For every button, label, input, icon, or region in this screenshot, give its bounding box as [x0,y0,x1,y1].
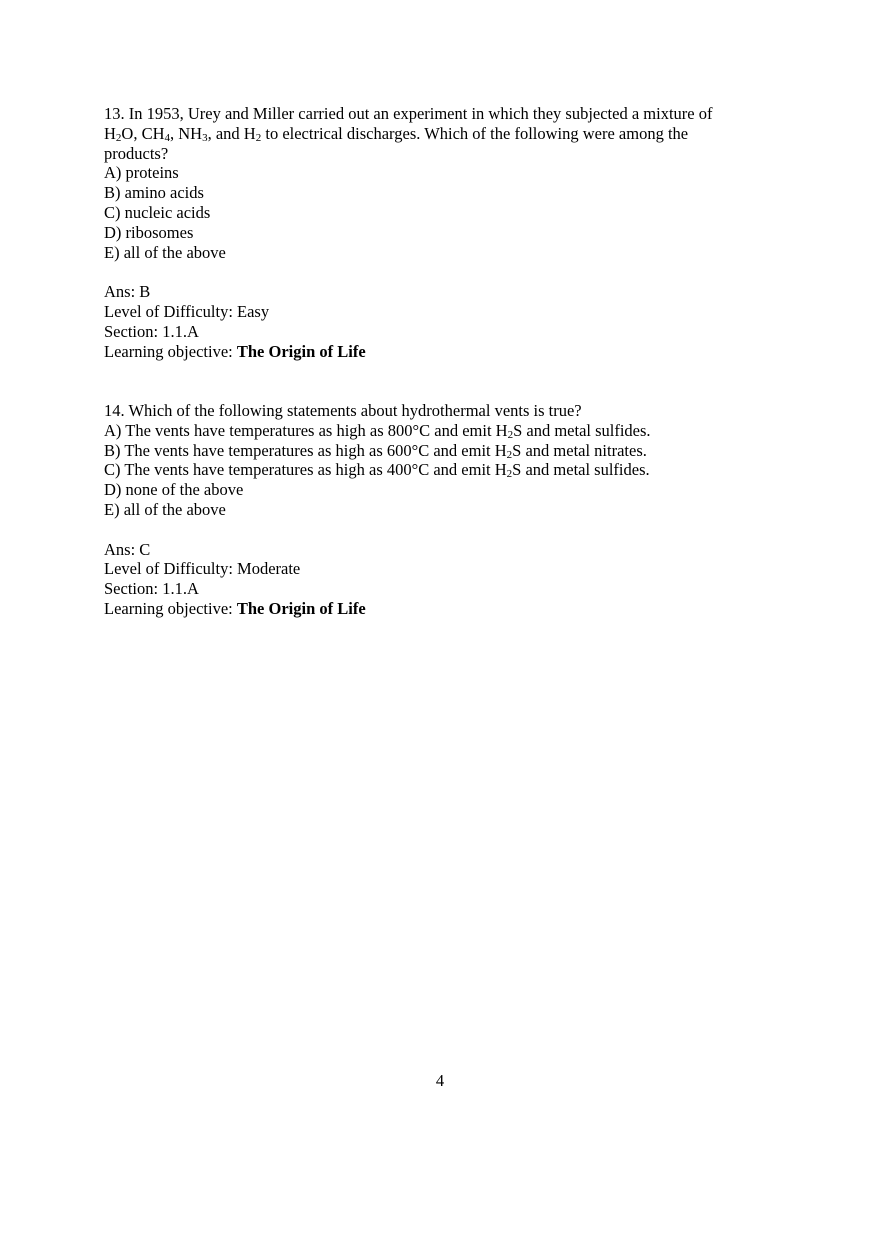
section: Section: 1.1.A [104,321,199,341]
spacer [104,262,784,282]
learning-objective-value: The Origin of Life [236,598,366,618]
answer: Ans: B [104,282,151,302]
option-d: D) none of the above [104,480,244,500]
learning-objective: Learning objective: The Origin of Life [104,598,366,618]
document-page [104,104,784,619]
difficulty: Level of Difficulty: Easy [104,301,270,321]
option-e: E) all of the above [104,242,226,262]
answer: Ans: C [104,539,151,559]
option-a: A) The vents have temperatures as high as 800°C and emit $H_2S$ and metal sulfides. [104,420,651,441]
option-b: B) The vents have temperatures as high as 600°C and emit $H_2S$ and metal nitrates. [104,440,647,461]
option-c: C) nucleic acids [104,202,211,222]
question-14 [104,401,784,619]
learning-objective: Learning objective: The Origin of Life [104,341,366,361]
spacer [104,520,784,540]
option-a: A) proteins [104,163,179,183]
question-13-stem-line-2: $H_2O$, $CH_4$, $NH_3$, and $H_2$ to electrical discharges. Which of the following were among the [104,123,689,144]
learning-objective-value: The Origin of Life [236,341,366,361]
option-c: C) The vents have temperatures as high as 400°C and emit $H_2S$ and metal sulfides. [104,460,650,481]
option-d: D) ribosomes [104,222,194,242]
section: Section: 1.1.A [104,579,199,599]
question-13 [104,104,784,361]
option-b: B) amino acids [104,183,204,203]
difficulty: Level of Difficulty: Moderate [104,559,301,579]
question-13-stem-line-1: 13. In 1953, Urey and Miller carried out an experiment in which they subjected a mixture of [104,104,713,123]
spacer [104,361,784,401]
option-e: E) all of the above [104,499,226,519]
question-14-stem: 14. Which of the following statements about hydrothermal vents is true? [104,400,582,420]
page-number: 4 [435,1071,445,1090]
question-13-stem-line-3: products? [104,143,169,163]
